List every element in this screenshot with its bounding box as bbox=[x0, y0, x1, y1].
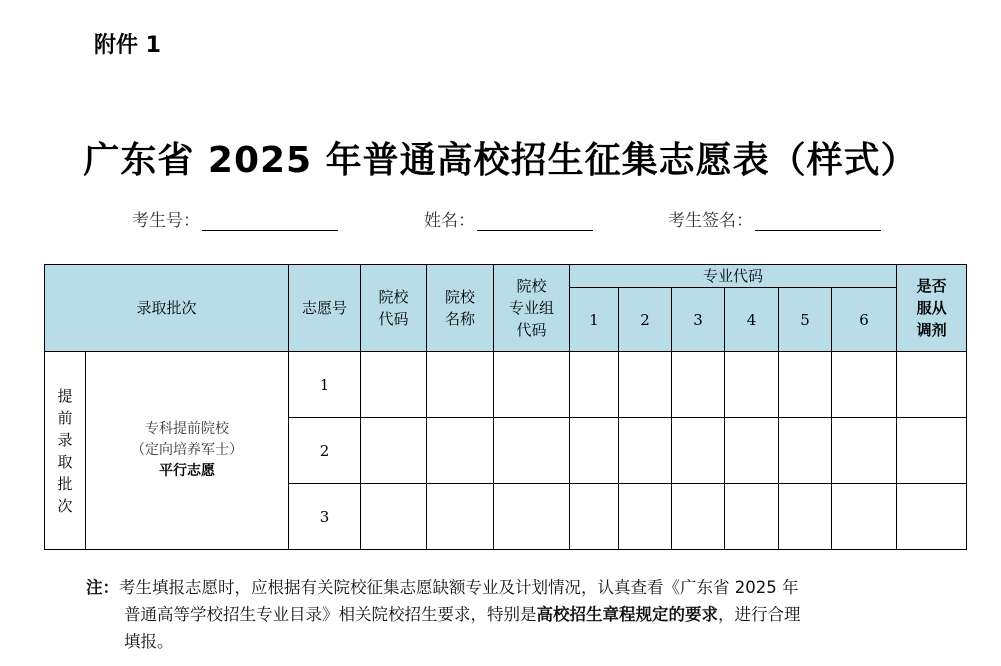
header-school-code bbox=[361, 265, 427, 352]
major-code-cell[interactable] bbox=[570, 484, 619, 550]
header-adjust-line1: 是否 bbox=[916, 277, 947, 295]
school-code-cell[interactable] bbox=[361, 352, 427, 418]
major-code-cell[interactable] bbox=[832, 352, 897, 418]
batch-vertical-label bbox=[45, 352, 86, 550]
major-code-cell[interactable] bbox=[779, 484, 832, 550]
header-major-6: 6 bbox=[832, 288, 897, 352]
note-text-3: ，进行合理 bbox=[718, 605, 801, 624]
batch-name bbox=[86, 352, 289, 550]
major-code-cell[interactable] bbox=[672, 484, 725, 550]
header-choice-no: 志愿号 bbox=[289, 265, 361, 352]
footnote bbox=[86, 574, 966, 655]
major-code-cell[interactable] bbox=[725, 418, 779, 484]
group-code-cell[interactable] bbox=[494, 352, 570, 418]
group-code-cell[interactable] bbox=[494, 418, 570, 484]
header-school-name bbox=[427, 265, 494, 352]
major-code-cell[interactable] bbox=[725, 484, 779, 550]
header-school-code-line2: 代码 bbox=[378, 310, 409, 328]
major-code-cell[interactable] bbox=[619, 352, 672, 418]
note-line2 bbox=[86, 601, 966, 628]
note-bold: 高校招生章程规定的要求 bbox=[536, 605, 718, 624]
batch-char: 前 bbox=[57, 408, 73, 427]
signature-blank[interactable] bbox=[755, 210, 881, 231]
header-school-name-line2: 名称 bbox=[445, 310, 476, 328]
group-code-cell[interactable] bbox=[494, 484, 570, 550]
attachment-label: 附件 1 bbox=[94, 33, 161, 58]
header-major-3: 3 bbox=[672, 288, 725, 352]
batch-char: 取 bbox=[57, 452, 73, 471]
choice-number: 2 bbox=[289, 418, 361, 484]
header-major-5: 5 bbox=[779, 288, 832, 352]
header-school-name-line1: 院校 bbox=[445, 288, 476, 306]
signature-field[interactable] bbox=[668, 206, 881, 231]
note-line3: 填报。 bbox=[124, 632, 174, 651]
signature-label: 考生签名： bbox=[668, 211, 753, 231]
header-adjust-line3: 调剂 bbox=[916, 321, 947, 339]
batch-name-line1: 专科提前院校 bbox=[145, 421, 229, 437]
major-code-cell[interactable] bbox=[619, 484, 672, 550]
choice-form-table bbox=[44, 264, 967, 550]
school-name-cell[interactable] bbox=[427, 352, 494, 418]
header-major-2: 2 bbox=[619, 288, 672, 352]
major-code-cell[interactable] bbox=[779, 418, 832, 484]
major-code-cell[interactable] bbox=[672, 418, 725, 484]
batch-char: 批 bbox=[57, 474, 73, 493]
note-text-2: 普通高等学校招生专业目录》相关院校招生要求，特别是 bbox=[124, 605, 537, 624]
header-group-code-line2: 专业组 bbox=[509, 299, 555, 317]
header-group-code-line3: 代码 bbox=[516, 321, 547, 339]
name-label: 姓名： bbox=[424, 211, 475, 231]
name-blank[interactable] bbox=[477, 210, 593, 231]
candidate-info-fields bbox=[0, 206, 1001, 232]
major-code-cell[interactable] bbox=[619, 418, 672, 484]
school-name-cell[interactable] bbox=[427, 418, 494, 484]
batch-char: 提 bbox=[57, 386, 73, 405]
candidate-number-label: 考生号： bbox=[132, 211, 200, 231]
header-adjust-line2: 服从 bbox=[916, 299, 947, 317]
candidate-number-field[interactable] bbox=[132, 206, 338, 231]
major-code-cell[interactable] bbox=[832, 418, 897, 484]
header-group-code-line1: 院校 bbox=[516, 277, 547, 295]
page-title: 广东省 2025 年普通高校招生征集志愿表（样式） bbox=[83, 140, 918, 181]
candidate-number-blank[interactable] bbox=[202, 210, 338, 231]
header-adjust bbox=[897, 265, 967, 352]
school-code-cell[interactable] bbox=[361, 484, 427, 550]
batch-name-line3: 平行志愿 bbox=[159, 463, 215, 479]
adjust-cell[interactable] bbox=[897, 418, 967, 484]
adjust-cell[interactable] bbox=[897, 352, 967, 418]
adjust-cell[interactable] bbox=[897, 484, 967, 550]
header-major-4: 4 bbox=[725, 288, 779, 352]
school-code-cell[interactable] bbox=[361, 418, 427, 484]
header-batch: 录取批次 bbox=[45, 265, 289, 352]
header-group-code bbox=[494, 265, 570, 352]
major-code-cell[interactable] bbox=[725, 352, 779, 418]
batch-char: 次 bbox=[57, 496, 73, 515]
table-row bbox=[45, 352, 967, 418]
major-code-cell[interactable] bbox=[570, 418, 619, 484]
header-major-1: 1 bbox=[570, 288, 619, 352]
major-code-cell[interactable] bbox=[779, 352, 832, 418]
name-field[interactable] bbox=[424, 206, 593, 231]
batch-char: 录 bbox=[57, 430, 73, 449]
school-name-cell[interactable] bbox=[427, 484, 494, 550]
header-major-codes: 专业代码 bbox=[570, 265, 897, 288]
choice-number: 1 bbox=[289, 352, 361, 418]
batch-name-line2: （定向培养军士） bbox=[131, 442, 243, 458]
major-code-cell[interactable] bbox=[570, 352, 619, 418]
choice-number: 3 bbox=[289, 484, 361, 550]
major-code-cell[interactable] bbox=[832, 484, 897, 550]
header-school-code-line1: 院校 bbox=[378, 288, 409, 306]
major-code-cell[interactable] bbox=[672, 352, 725, 418]
note-label: 注： bbox=[86, 578, 119, 597]
note-line1: 考生填报志愿时，应根据有关院校征集志愿缺额专业及计划情况，认真查看《广东省 2025 年 bbox=[119, 578, 799, 597]
